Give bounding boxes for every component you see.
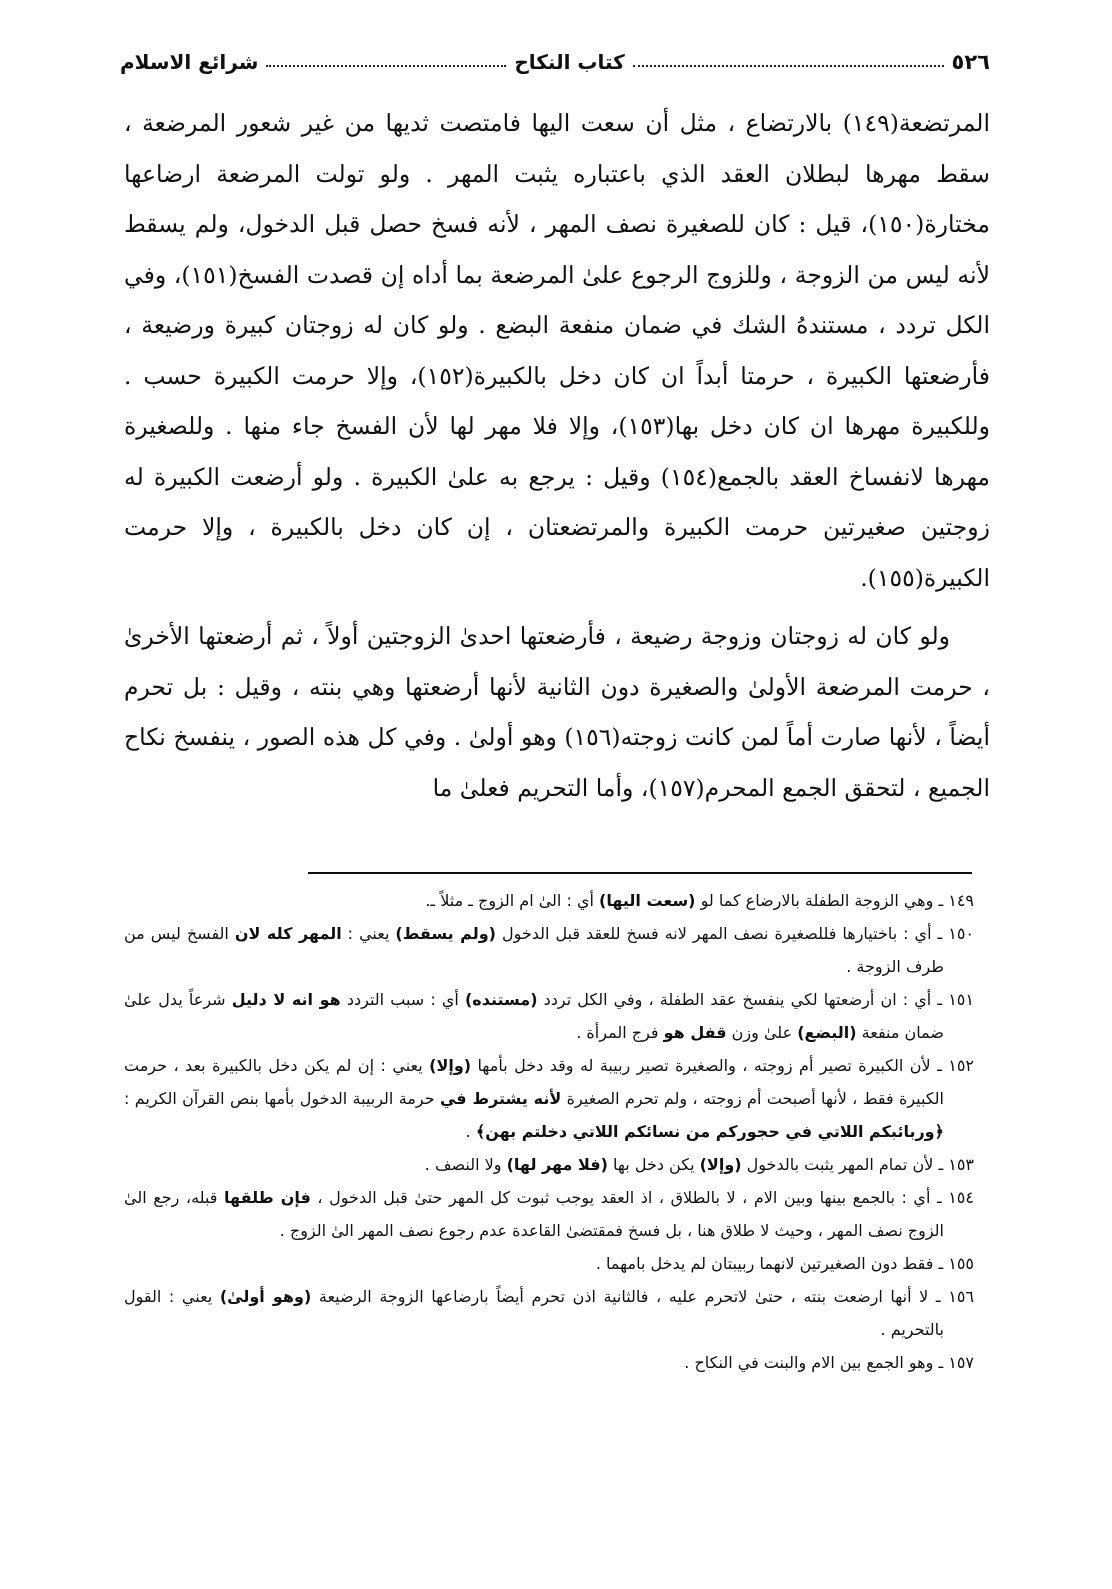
text-line: فلا مهر لها لأن الفسخ جاء منها . وللصغيرة مهرها لانفساخ العقد بالجمع(١٥٤) وقيل :: [124, 412, 990, 491]
footnote-149: [124, 884, 974, 917]
footnote-emphasis: (وإلا): [699, 1155, 742, 1174]
text-line: المرتضعة(١٤٩) بالارتضاع ، مثل أن سعت اليها فامتصت ثديها من غير شعور: [236, 109, 990, 137]
footnote-text: وهي الزوجة الطفلة بالارضاع كما لو: [695, 891, 934, 910]
footnote-text: فرج المرأة .: [576, 1023, 664, 1042]
footnote-text: يكن دخل بها: [607, 1155, 700, 1174]
footnote-number: ١٥٦ ـ: [935, 1287, 974, 1306]
footnote-emphasis: (البضع): [797, 1023, 857, 1042]
footnote-text: أي : ان أرضعتها لكي ينفسخ عقد الطفلة ، وفي الكل تردد: [537, 990, 932, 1009]
footnote-text: علىٰ وزن: [726, 1023, 798, 1042]
paragraph-2: [124, 611, 990, 813]
footnote-emphasis: (مستنده): [464, 990, 538, 1009]
footnote-text: لا أنها ارضعت بنته ، حتىٰ لاتحرم عليه ، فالثانية اذن تحرم أيضاً بارضاعها الزوجة الرضيعة: [311, 1287, 929, 1306]
text-line: والمرتضعتان ، إن كان دخل بالكبيرة ، وإلا حرمت الكبيرة(١٥٥).: [124, 513, 990, 592]
text-line: قصدت الفسخ(١٥١)، وفي الكل تردد ، مستندهُ الشك في ضمان منفعة البضع . ولو: [124, 260, 990, 339]
running-header: [120, 44, 990, 80]
footnote-text: أي : باختيارها فللصغيرة نصف المهر لانه فسخ للعقد قبل الدخول: [495, 924, 932, 943]
text-line: كان له زوجتان كبيرة ورضيعة ، فأرضعتها الكبيرة ، حرمتا أبداً ان كان دخل: [124, 311, 990, 390]
paragraph-1: [124, 98, 990, 603]
footnote-154: [124, 1181, 974, 1247]
footnote-text: يعني : القول بالتحريم .: [124, 1287, 944, 1339]
text-line: يرجع به علىٰ الكبيرة . ولو أرضعت الكبيرة له زوجتين صغيرتين حرمت الكبيرة: [124, 462, 990, 541]
footnote-text: ولا النصف .: [424, 1155, 507, 1174]
footnote-text: حرمة الربيبة الدخول بأمها بنص القرآن الكريم :: [124, 1089, 440, 1108]
footnote-155: [124, 1247, 974, 1280]
footnote-emphasis: (وهو أولىٰ): [219, 1287, 312, 1306]
text-line: ارضاعها مختارة(١٥٠)، قيل : كان للصغيرة نصف المهر ، لأنه فسخ حصل قبل: [124, 159, 991, 238]
text-line: ولو كان له زوجتان وزوجة رضيعة ، فأرضعتها احدىٰ الزوجتين أولاً ، ثم أرضعتها: [198, 622, 950, 650]
text-line: هذه الصور ، ينفسخ نكاح الجميع ، لتحقق الجمع المحرم(١٥٧)، وأما التحريم فعلىٰ ما: [124, 723, 990, 802]
book-title: شرائع الاسلام: [120, 50, 259, 74]
footnote-number: ١٤٩ ـ: [938, 891, 974, 910]
footnote-text: .: [465, 1122, 476, 1141]
footnote-text: يعني : إن لم يكن دخل بالكبيرة بعد ، حرمت الكبيرة فقط ، لأنها أصبحت أم زوجته ، ولم تحرم الصغيرة: [124, 1056, 944, 1108]
chapter-title: كتاب النكاح: [514, 50, 625, 74]
footnote-number: ١٥٠ ـ: [937, 924, 974, 943]
footnote-text: شرعاً يدل علىٰ ضمان منفعة: [124, 990, 944, 1042]
footnotes: [124, 884, 974, 1379]
footnote-text: أي : الىٰ ام الزوج ـ مثلاً ـ.: [425, 891, 599, 910]
footnote-emphasis: (سعت اليها): [599, 891, 696, 910]
footnote-text: فقط دون الصغيرتين لانهما ربيبتان لم يدخل بامهما .: [595, 1254, 934, 1273]
footnote-emphasis: (ولم يسقط): [395, 924, 496, 943]
footnote-emphasis: فإن طلقها: [224, 1188, 311, 1207]
footnote-number: ١٥٧ ـ: [938, 1353, 974, 1372]
footnote-151: [124, 983, 974, 1049]
footnote-number: ١٥٥ ـ: [938, 1254, 974, 1273]
footnote-number: ١٥٣ ـ: [938, 1155, 974, 1174]
footnote-text: يعني :: [341, 924, 396, 943]
footnote-emphasis: (وإلا): [429, 1056, 472, 1075]
footnote-text: لأن تمام المهر يثبت بالدخول: [741, 1155, 934, 1174]
footnote-150: [124, 917, 974, 983]
text-line: الدخول، ولم يسقط لأنه ليس من الزوجة ، وللزوج الرجوع علىٰ المرضعة بما أداه إن: [124, 210, 990, 289]
footnote-text: قبله، رجع الىٰ الزوج نصف المهر ، وحيث لا طلاق هنا ، بل فسخ فمقتضىٰ القاعدة عدم رجوع نصف المهر الىٰ الزوج .: [124, 1188, 944, 1240]
footnote-number: ١٥٢ ـ: [937, 1056, 974, 1075]
header-dotted-leader: [266, 65, 506, 67]
footnote-emphasis: قفل هو: [663, 1023, 727, 1042]
footnote-text: الفسخ ليس من طرف الزوجة .: [124, 924, 944, 976]
footnote-number: ١٥١ ـ: [937, 990, 974, 1009]
quran-verse: ﴿وربائبكم اللاتي في حجوركم من نسائكم اللاتي دخلتم بهن﴾: [475, 1122, 944, 1141]
footnote-text: أي : سبب التردد: [340, 990, 465, 1009]
footnote-157: [124, 1346, 974, 1379]
footnote-text: أي : بالجمع بينها وبين الام ، لا بالطلاق ، اذ العقد يوجب ثبوت كل المهر حتىٰ قبل الدخول ،: [310, 1188, 931, 1207]
footnote-separator: [308, 872, 972, 874]
text-line: المرضعة ، سقط مهرها لبطلان العقد الذي باعتباره يثبت المهر . ولو تولت المرضعة: [124, 109, 990, 188]
main-text: [124, 98, 990, 813]
page-number: ٥٢٦: [951, 50, 990, 74]
footnote-text: لأن الكبيرة تصير أم زوجته ، والصغيرة تصير ربيبة له وقد دخل بأمها: [471, 1056, 931, 1075]
footnote-emphasis: (فلا مهر لها): [506, 1155, 608, 1174]
footnote-emphasis: هو انه لا دليل: [231, 990, 341, 1009]
footnote-emphasis: المهر كله لان: [234, 924, 342, 943]
footnote-text: وهو الجمع بين الام والبنت في النكاح .: [684, 1353, 934, 1372]
footnote-emphasis: لأنه يشترط في: [439, 1089, 562, 1108]
footnote-152: [124, 1049, 974, 1148]
footnote-156: [124, 1280, 974, 1346]
footnote-153: [124, 1148, 974, 1181]
footnote-number: ١٥٤ ـ: [936, 1188, 974, 1207]
header-dotted-leader: [633, 65, 944, 67]
text-line: وقيل : بل تحرم أيضاً ، لأنها صارت أماً لمن كانت زوجته(١٥٦) وهو أولىٰ . وفي كل: [124, 672, 990, 751]
text-line: الأخرىٰ ، حرمت المرضعة الأولىٰ والصغيرة دون الثانية لأنها أرضعتها وهي بنته ،: [124, 622, 990, 701]
text-line: بالكبيرة(١٥٢)، وإلا حرمت الكبيرة حسب . وللكبيرة مهرها ان كان دخل بها(١٥٣)، وإلا: [124, 361, 990, 440]
